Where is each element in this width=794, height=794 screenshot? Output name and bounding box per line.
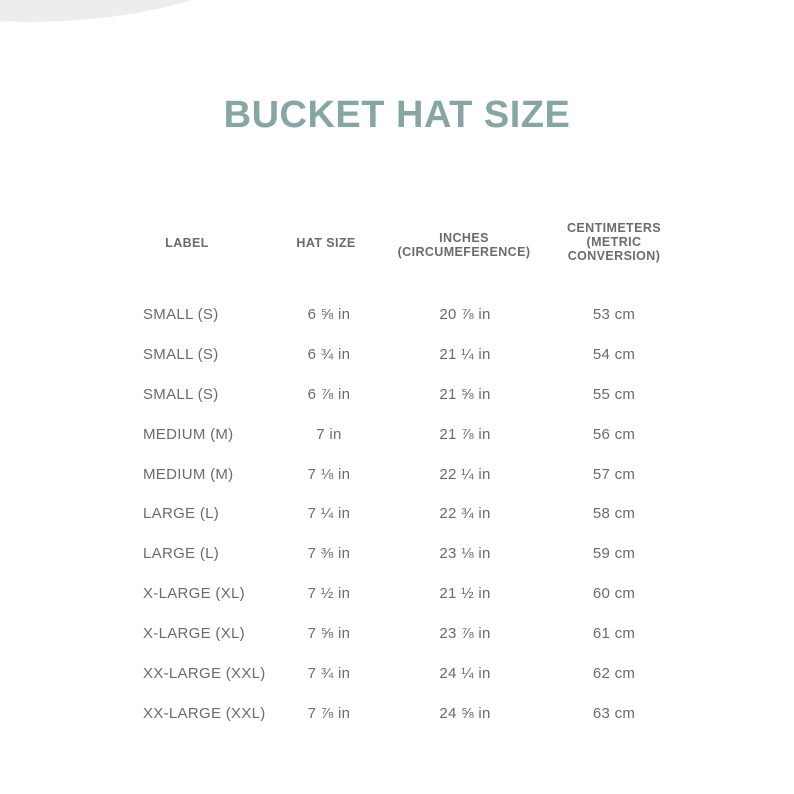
size-label: LARGE (L) <box>143 545 220 563</box>
inches-value: 22 ¼ in <box>439 465 491 483</box>
size-label: LARGE (L) <box>143 505 220 523</box>
centimeters-value: 55 cm <box>592 385 636 403</box>
table-row <box>0 654 794 694</box>
inches-value: 22 ¾ in <box>439 505 491 523</box>
table-row <box>0 694 794 734</box>
hat-size-value: 6 ⅞ in <box>307 385 351 403</box>
hat-size-value: 7 ⅝ in <box>307 625 351 643</box>
hat-size-value: 7 ⅜ in <box>307 545 351 563</box>
hat-size-value: 7 ¾ in <box>307 665 351 683</box>
hat-size-value: 7 ⅛ in <box>307 465 351 483</box>
centimeters-value: 56 cm <box>592 425 636 443</box>
table-row <box>0 534 794 574</box>
inches-value: 21 ⅞ in <box>439 425 491 443</box>
inches-value: 23 ⅛ in <box>439 545 491 563</box>
size-label: SMALL (S) <box>143 306 219 323</box>
hat-size-value: 7 in <box>316 425 342 443</box>
hat-size-value: 7 ¼ in <box>307 505 351 523</box>
page-title: BUCKET HAT SIZE <box>223 94 571 136</box>
centimeters-value: 60 cm <box>592 585 636 603</box>
size-label: MEDIUM (M) <box>143 425 234 443</box>
inches-value: 24 ⅝ in <box>439 704 491 722</box>
size-label: X-LARGE (XL) <box>143 625 245 643</box>
column-header-hat-size: HAT SIZE <box>296 236 356 250</box>
centimeters-value: 53 cm <box>592 306 636 323</box>
centimeters-value: 62 cm <box>592 665 636 683</box>
size-label: XX-LARGE (XXL) <box>143 704 266 722</box>
size-label: SMALL (S) <box>143 345 219 363</box>
table-row <box>0 335 794 375</box>
size-label: SMALL (S) <box>143 385 219 403</box>
centimeters-value: 63 cm <box>592 704 636 722</box>
table-row <box>0 415 794 455</box>
centimeters-value: 57 cm <box>592 465 636 483</box>
table-row <box>0 494 794 534</box>
inches-value: 23 ⅞ in <box>439 625 491 643</box>
table-row <box>0 375 794 415</box>
hat-size-value: 6 ¾ in <box>307 345 351 363</box>
table-row <box>0 614 794 654</box>
inches-value: 21 ¼ in <box>439 345 491 363</box>
size-label: MEDIUM (M) <box>143 465 234 483</box>
table-row <box>0 455 794 495</box>
corner-decoration <box>0 0 280 22</box>
inches-value: 24 ¼ in <box>439 665 491 683</box>
inches-value: 21 ½ in <box>439 585 491 603</box>
centimeters-value: 61 cm <box>592 625 636 643</box>
size-table-body <box>0 295 794 734</box>
size-label: X-LARGE (XL) <box>143 585 245 603</box>
column-header-centimeters: CENTIMETERS (METRIC CONVERSION) <box>567 221 661 263</box>
table-row <box>0 574 794 614</box>
size-label: XX-LARGE (XXL) <box>143 665 266 683</box>
hat-size-value: 7 ⅞ in <box>307 704 351 722</box>
centimeters-value: 58 cm <box>592 505 636 523</box>
column-header-inches: INCHES (CIRCUMEFERENCE) <box>397 231 531 259</box>
table-row <box>0 295 794 335</box>
hat-size-value: 7 ½ in <box>307 585 351 603</box>
centimeters-value: 54 cm <box>592 345 636 363</box>
inches-value: 21 ⅝ in <box>439 385 491 403</box>
hat-size-value: 6 ⅝ in <box>307 306 351 323</box>
centimeters-value: 59 cm <box>592 545 636 563</box>
inches-value: 20 ⅞ in <box>439 306 491 323</box>
column-header-label: LABEL <box>165 236 209 250</box>
